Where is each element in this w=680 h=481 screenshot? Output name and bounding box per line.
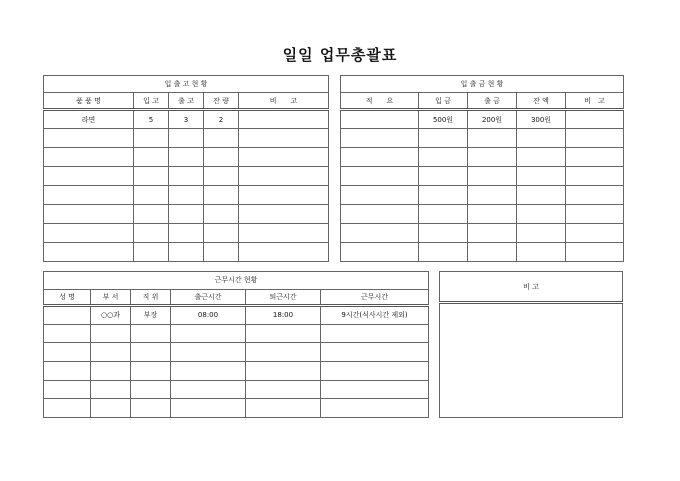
table-cell[interactable] (566, 110, 624, 129)
table-cell[interactable] (44, 361, 91, 380)
table-cell[interactable] (134, 224, 169, 243)
table-cell[interactable] (131, 380, 171, 399)
table-cell[interactable] (239, 205, 329, 224)
table-row (341, 167, 624, 186)
table-cell[interactable]: ○○과 (91, 306, 131, 325)
column-header: 비 고 (239, 93, 329, 110)
table-cell[interactable] (44, 243, 134, 262)
table-row (341, 224, 624, 243)
column-header: 출근시간 (171, 289, 246, 305)
table-cell[interactable] (419, 243, 468, 262)
table-cell[interactable] (44, 380, 91, 399)
table-cell[interactable] (566, 243, 624, 262)
column-header: 잔 액 (517, 93, 566, 110)
table-cell[interactable] (321, 380, 429, 399)
table-cell[interactable] (246, 343, 321, 362)
table-cell[interactable] (468, 167, 517, 186)
page-title: 일일 업무총괄표 (282, 46, 398, 64)
table-cell[interactable] (131, 343, 171, 362)
table-cell[interactable] (341, 148, 419, 167)
table-row (44, 399, 429, 418)
table-cell[interactable]: 200원 (468, 110, 517, 129)
table-row (44, 148, 329, 167)
table-cell[interactable]: 500원 (419, 110, 468, 129)
table-cell[interactable] (517, 167, 566, 186)
table-row (44, 343, 429, 362)
table-row (44, 380, 429, 399)
table-cell[interactable] (566, 148, 624, 167)
table-cell[interactable] (517, 129, 566, 148)
table-cell[interactable] (44, 399, 91, 418)
table-cell[interactable] (44, 167, 134, 186)
table-row (44, 324, 429, 343)
table-cell[interactable] (169, 224, 204, 243)
table-cell[interactable] (44, 306, 91, 325)
table-cell[interactable]: 5 (134, 110, 169, 129)
column-header: 입 고 (134, 93, 169, 110)
inventory-table (43, 75, 329, 262)
table-cell[interactable] (91, 324, 131, 343)
table-cell[interactable] (517, 205, 566, 224)
table-cell[interactable]: 18:00 (246, 306, 321, 325)
cash-table (340, 75, 624, 262)
table-cell[interactable] (239, 167, 329, 186)
table-cell[interactable] (44, 186, 134, 205)
table-cell[interactable]: 라면 (44, 110, 134, 129)
column-header: 입 금 (419, 93, 468, 110)
table-cell[interactable] (321, 343, 429, 362)
table-row (44, 110, 329, 129)
table-cell[interactable] (134, 129, 169, 148)
table-cell[interactable] (468, 129, 517, 148)
table-row (44, 167, 329, 186)
table-cell[interactable] (169, 205, 204, 224)
column-header: 출 고 (169, 93, 204, 110)
inventory-heading: 입 출 고 현 황 (44, 76, 329, 93)
column-header: 근무시간 (321, 289, 429, 305)
table-row (44, 224, 329, 243)
table-cell[interactable] (134, 167, 169, 186)
table-cell[interactable] (131, 324, 171, 343)
table-cell[interactable] (239, 148, 329, 167)
table-cell[interactable] (566, 205, 624, 224)
table-cell[interactable] (169, 167, 204, 186)
table-cell[interactable] (239, 110, 329, 129)
column-header: 품 품 명 (44, 93, 134, 110)
table-cell[interactable] (419, 148, 468, 167)
table-cell[interactable]: 3 (169, 110, 204, 129)
table-cell[interactable] (341, 186, 419, 205)
table-cell[interactable] (566, 167, 624, 186)
table-cell[interactable] (204, 205, 239, 224)
table-cell[interactable] (204, 148, 239, 167)
table-cell[interactable] (131, 361, 171, 380)
table-cell[interactable] (44, 148, 134, 167)
column-header: 성 명 (44, 289, 91, 305)
table-cell[interactable] (246, 399, 321, 418)
table-cell[interactable] (134, 205, 169, 224)
table-cell[interactable] (169, 243, 204, 262)
table-cell[interactable]: 08:00 (171, 306, 246, 325)
table-cell[interactable] (341, 167, 419, 186)
table-cell[interactable]: 9시간(식사시간 제외) (321, 306, 429, 325)
table-cell[interactable] (91, 380, 131, 399)
table-cell[interactable] (419, 205, 468, 224)
column-header: 잔 량 (204, 93, 239, 110)
table-row (44, 243, 329, 262)
table-cell[interactable] (239, 186, 329, 205)
table-cell[interactable] (134, 186, 169, 205)
table-cell[interactable] (246, 380, 321, 399)
table-cell[interactable]: 2 (204, 110, 239, 129)
table-cell[interactable] (169, 129, 204, 148)
table-cell[interactable] (171, 324, 246, 343)
table-row (44, 205, 329, 224)
column-header: 퇴근시간 (246, 289, 321, 305)
table-cell[interactable] (44, 324, 91, 343)
table-cell[interactable] (321, 324, 429, 343)
table-cell[interactable] (134, 148, 169, 167)
table-cell[interactable]: 부장 (131, 306, 171, 325)
column-header: 직 위 (131, 289, 171, 305)
table-row (341, 129, 624, 148)
table-cell[interactable] (91, 343, 131, 362)
table-cell[interactable] (204, 243, 239, 262)
column-header: 적 요 (341, 93, 419, 110)
table-cell[interactable] (468, 243, 517, 262)
remarks-body[interactable] (440, 303, 623, 418)
column-header: 출 금 (468, 93, 517, 110)
table-row (44, 186, 329, 205)
table-cell[interactable] (204, 186, 239, 205)
table-cell[interactable] (468, 186, 517, 205)
table-cell[interactable] (341, 243, 419, 262)
table-cell[interactable] (419, 186, 468, 205)
table-cell[interactable] (134, 243, 169, 262)
table-cell[interactable] (341, 129, 419, 148)
column-header: 비 고 (566, 93, 624, 110)
table-row (44, 129, 329, 148)
table-cell[interactable] (517, 224, 566, 243)
table-cell[interactable] (321, 399, 429, 418)
table-cell[interactable] (246, 361, 321, 380)
table-cell[interactable]: 300원 (517, 110, 566, 129)
table-row (341, 186, 624, 205)
remarks-table (439, 271, 623, 418)
table-cell[interactable] (91, 399, 131, 418)
table-cell[interactable] (44, 224, 134, 243)
worktime-table (43, 271, 429, 418)
table-cell[interactable] (171, 399, 246, 418)
table-cell[interactable] (44, 343, 91, 362)
remarks-heading: 비 고 (440, 272, 623, 303)
table-cell[interactable] (517, 186, 566, 205)
table-cell[interactable] (566, 224, 624, 243)
table-cell[interactable] (239, 224, 329, 243)
table-cell[interactable] (239, 129, 329, 148)
table-cell[interactable] (171, 380, 246, 399)
table-cell[interactable] (468, 205, 517, 224)
table-cell[interactable] (341, 224, 419, 243)
table-row (341, 148, 624, 167)
table-cell[interactable] (204, 129, 239, 148)
table-cell[interactable] (341, 205, 419, 224)
table-cell[interactable] (171, 361, 246, 380)
table-cell[interactable] (246, 324, 321, 343)
table-cell[interactable] (419, 224, 468, 243)
table-row (44, 306, 429, 325)
table-cell[interactable] (468, 148, 517, 167)
table-row (44, 361, 429, 380)
table-cell[interactable] (468, 224, 517, 243)
column-header: 부 서 (91, 289, 131, 305)
worktime-heading: 근무시간 현황 (44, 272, 429, 290)
table-cell[interactable] (44, 129, 134, 148)
table-cell[interactable] (239, 243, 329, 262)
table-cell[interactable] (131, 399, 171, 418)
table-cell[interactable] (44, 205, 134, 224)
table-cell[interactable] (169, 148, 204, 167)
table-cell[interactable] (91, 361, 131, 380)
table-cell[interactable] (169, 186, 204, 205)
table-cell[interactable] (419, 167, 468, 186)
table-row (341, 243, 624, 262)
table-cell[interactable] (321, 361, 429, 380)
table-cell[interactable] (171, 343, 246, 362)
table-cell[interactable] (566, 186, 624, 205)
table-cell[interactable] (566, 129, 624, 148)
table-cell[interactable] (517, 148, 566, 167)
table-row (341, 205, 624, 224)
table-cell[interactable] (204, 224, 239, 243)
cash-heading: 입 출 금 현 황 (341, 76, 624, 93)
table-cell[interactable] (341, 110, 419, 129)
table-cell[interactable] (204, 167, 239, 186)
table-cell[interactable] (419, 129, 468, 148)
table-cell[interactable] (517, 243, 566, 262)
table-row (341, 110, 624, 129)
